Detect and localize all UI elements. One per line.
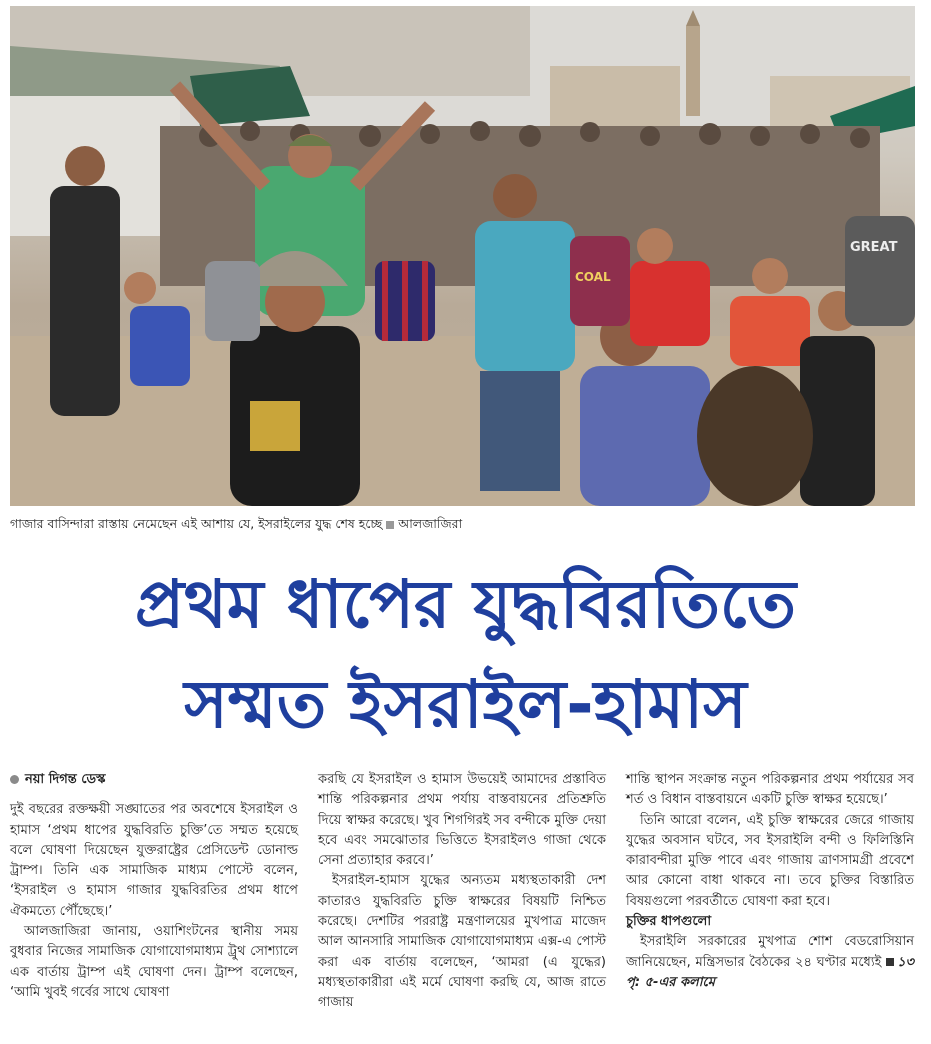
crowd-photo-illustration (10, 6, 915, 506)
paragraph (626, 932, 914, 993)
shirt-text-coal: COAL (575, 270, 611, 284)
paragraph: ইসরাইল-হামাস যুদ্ধের অন্যতম মধ্যস্থতাকারী দেশ কাতারও যুদ্ধবিরতি চুক্তি স্বাক্ষরের বিষয়টি নিশ্চিত করেছে। দেশটির পররাষ্ট্র মন্ত্রণালয়ের মুখপাত্র মাজেদ আল আনসারি সামাজিক যোগাযোগমাধ্যম এক্স-এ পোস্ট করা এক বার্তায় বলেছেন, ‘আমরা (এ যুদ্ধের) মধ্যস্থতাকারীরা এই মর্মে ঘোষণা করছি যে, আজ রাতে গাজায় (318, 873, 606, 1011)
paragraph: আলজাজিরা জানায়, ওয়াশিংটনের স্থানীয় সময় বুধবার নিজের সামাজিক যোগাযোগমাধ্যম ট্রুথ সোশ্যালে এক বার্তায় ট্রাম্প এই ঘোষণা দেন। ট্রাম্প বলেছেন, ‘আমি খুবই গর্বের সাথে ঘোষণা (10, 924, 298, 1000)
article-column-1 (10, 770, 298, 1003)
caption-credit: আলজাজিরা (398, 516, 463, 531)
paragraph: তিনি আরো বলেন, এই চুক্তি স্বাক্ষরের জেরে গাজায় যুদ্ধের অবসান ঘটবে, সব ইসরাইলি বন্দী ও ফিলিস্তিনি কারাবন্দীরা মুক্তি পাবে এবং গাজায় ত্রাণসামগ্রী প্রবেশে আর কোনো বাধা থাকবে না। তবে চুক্তির বিস্তারিত বিষয়গুলো পরবর্তীতে ঘোষণা করা হবে। (626, 812, 914, 909)
byline-text: নয়া দিগন্ত ডেস্ক (25, 772, 106, 787)
caption-square-icon (386, 521, 394, 529)
paragraph: শান্তি স্থাপন সংক্রান্ত নতুন পরিকল্পনার প্রথম পর্যায়ের সব শর্ত ও বিধান বাস্তবায়নে একটি চুক্তি স্বাক্ষর হয়েছে।’ (626, 772, 914, 808)
shirt-text-great: GREAT (850, 240, 898, 255)
byline-bullet-icon (10, 775, 19, 784)
caption-text: গাজার বাসিন্দারা রাস্তায় নেমেছেন এই আশায় যে, ইসরাইলের যুদ্ধ শেষ হচ্ছে (10, 516, 383, 531)
article-column-3 (626, 770, 914, 993)
paragraph-text: ইসরাইলি সরকারের মুখপাত্র শোশ বেডরোসিয়ান জানিয়েছেন, মন্ত্রিসভার বৈঠকের ২৪ ঘণ্টার মধ্যেই (626, 934, 914, 970)
article-column-2 (318, 770, 606, 1014)
byline (10, 770, 298, 790)
jump-text: ১৩ পৃ: ৫-এর কলামে (626, 954, 914, 990)
headline-line-2: সম্মত ইসরাইল-হামাস (184, 666, 747, 743)
headline-line-1: প্রথম ধাপের যুদ্ধবিরতিতে (134, 566, 797, 643)
news-photo (10, 6, 915, 506)
paragraph: দুই বছরের রক্তক্ষয়ী সঙ্ঘাতের পর অবশেষে ইসরাইল ও হামাস ‘প্রথম ধাপের যুদ্ধবিরতি চুক্তি’তে সম্মত হয়েছে বলে ঘোষণা দিয়েছেন যুক্তরাষ্ট্রের প্রেসিডেন্ট ডোনাল্ড ট্রাম্প। তিনি এক সামাজিক মাধ্যম পোস্টে বলেন, ‘ইসরাইল ও হামাস গাজার যুদ্ধবিরতির প্রথম ধাপে ঐকমত্যে পৌঁছেছে।’ (10, 802, 298, 919)
jump-square-icon (886, 958, 894, 966)
paragraph: করছি যে ইসরাইল ও হামাস উভয়েই আমাদের প্রস্তাবিত শান্তি পরিকল্পনার প্রথম পর্যায় বাস্তবায়নের প্রতিশ্রুতি দিয়ে স্বাক্ষর করেছে। খুব শিগগিরই সব বন্দীকে মুক্তি দেয়া হবে এবং সমঝোতার ভিত্তিতে ইসরাইলও গাজা থেকে সেনা প্রত্যাহার করবে।’ (318, 772, 606, 869)
photo-caption (10, 516, 910, 536)
subheading: চুক্তির ধাপগুলো (626, 914, 712, 930)
